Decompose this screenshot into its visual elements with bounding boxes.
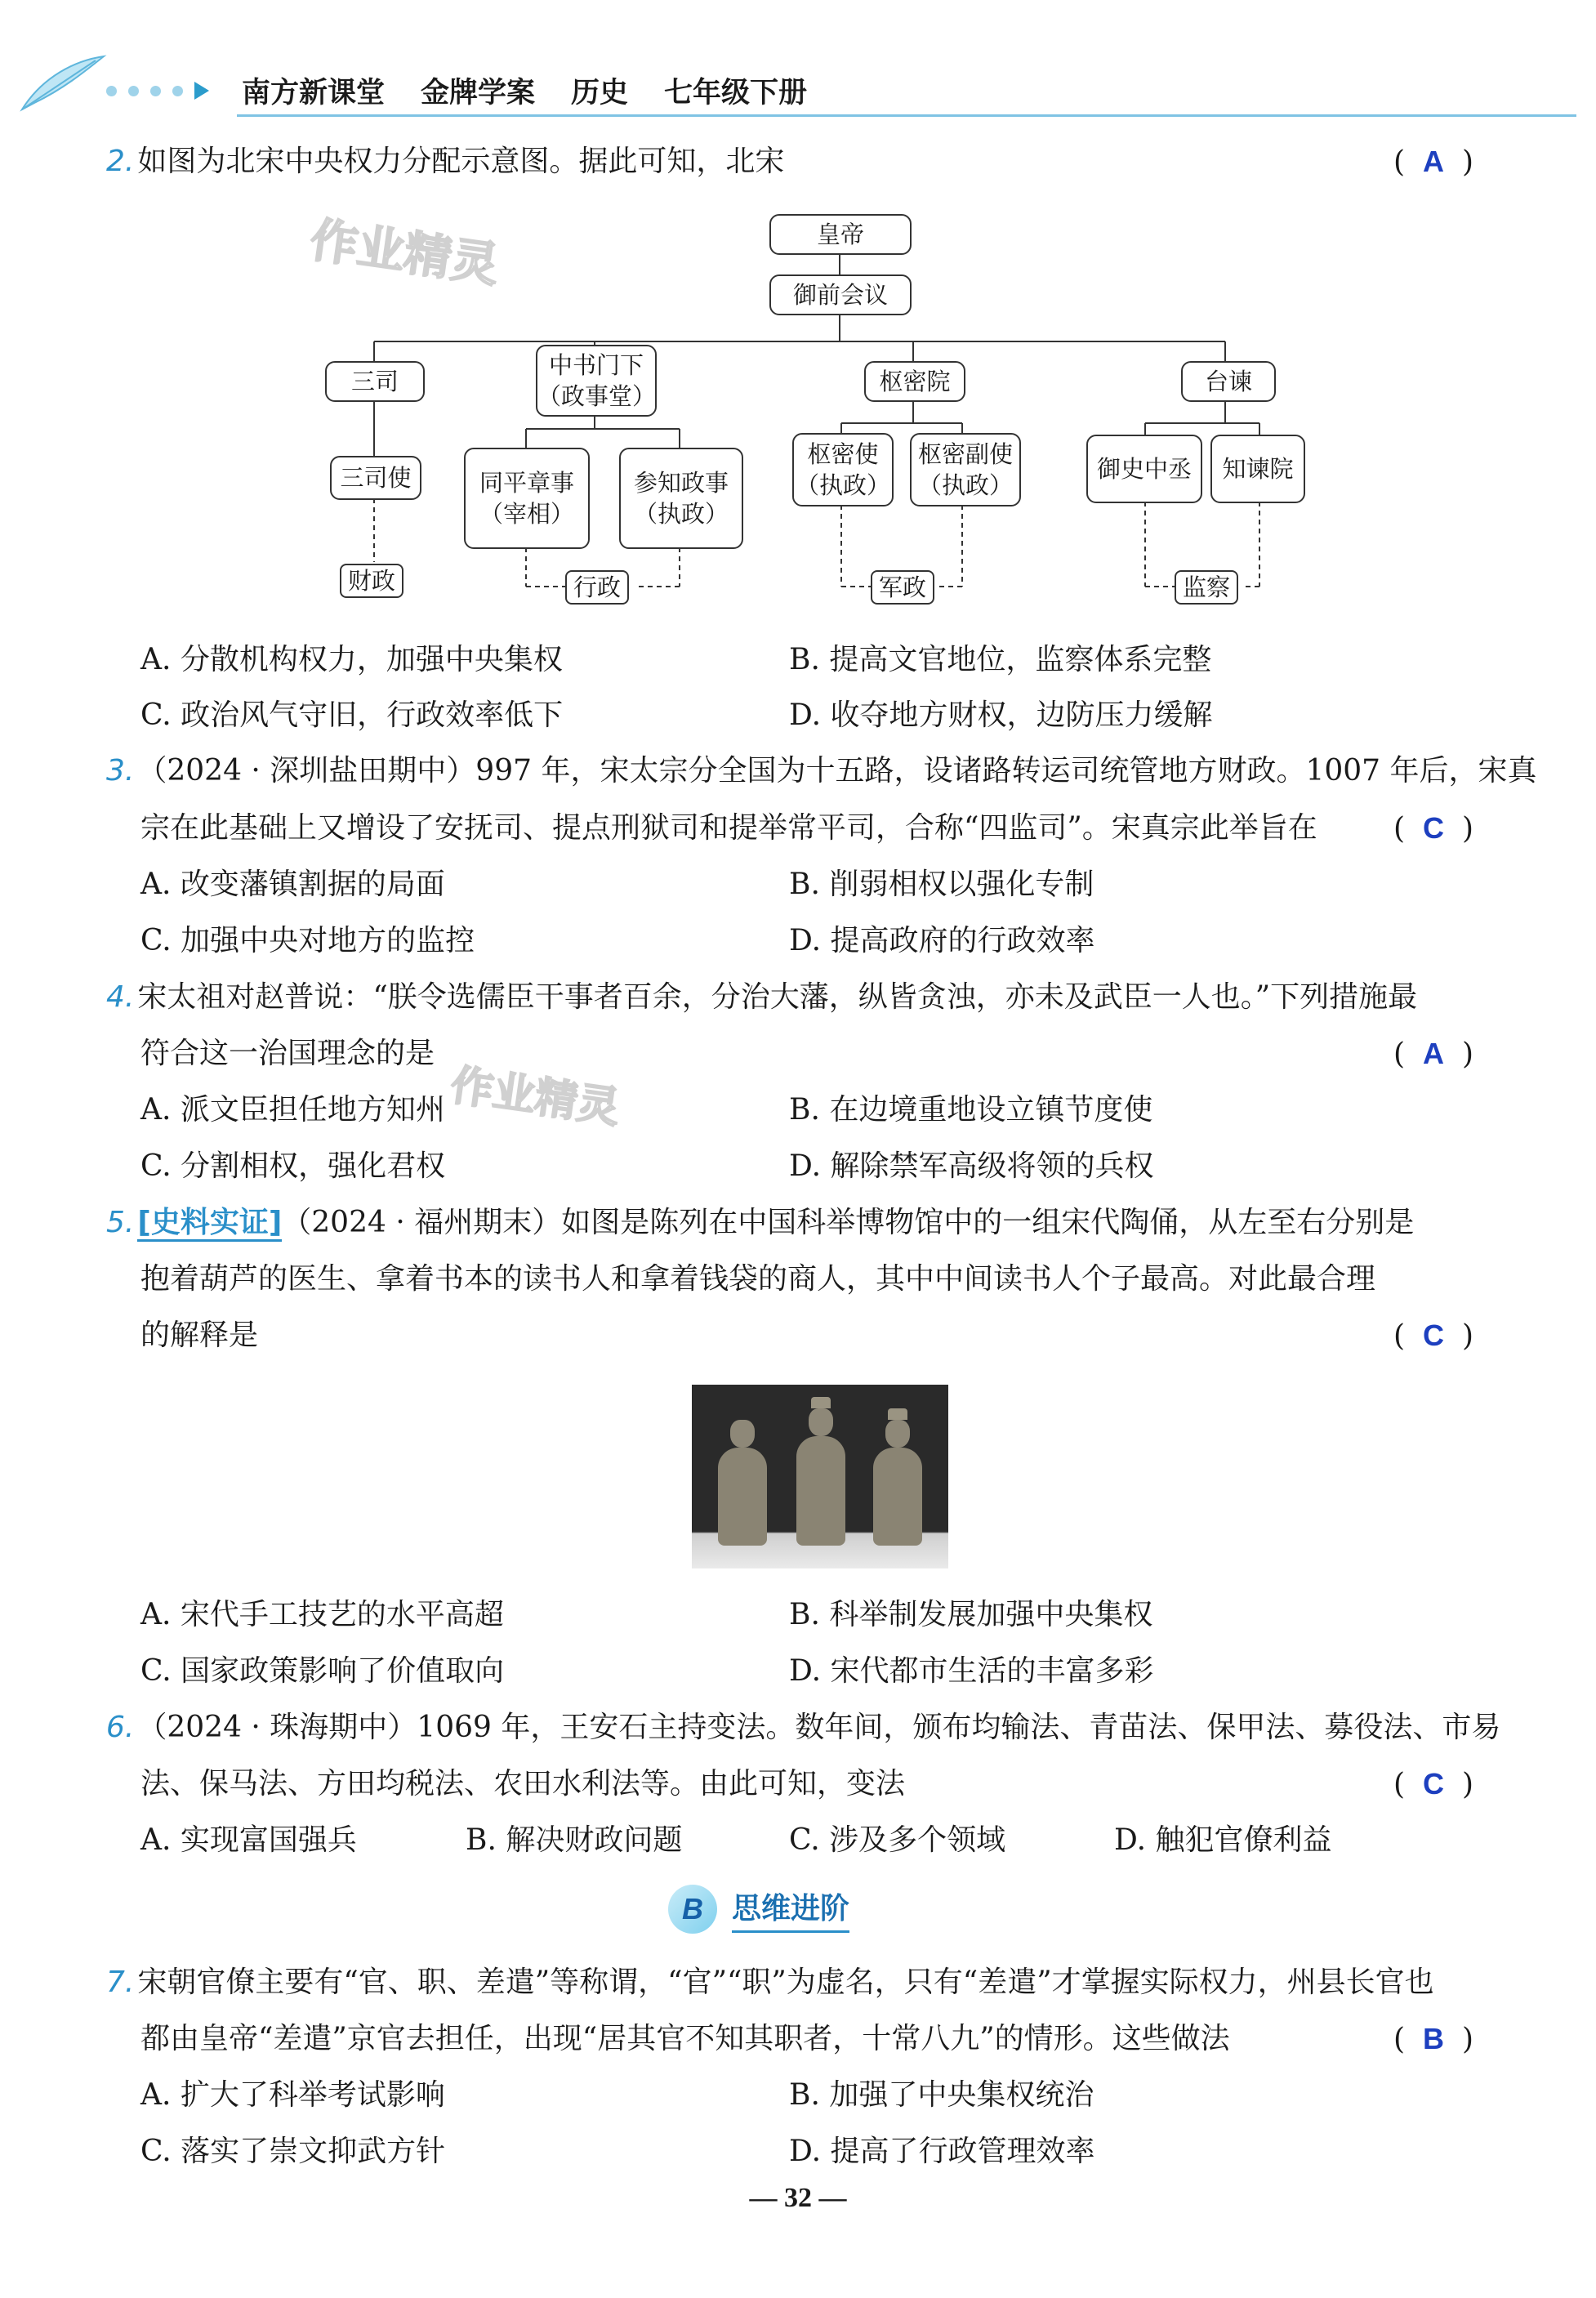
q5-tag: [史料实证] [137, 1206, 282, 1242]
node-taijian: 台谏 [1181, 361, 1276, 402]
q4-option-c: C. 分割相权，强化君权 [140, 1149, 446, 1183]
tag-military: 军政 [871, 570, 934, 605]
figurine-doctor [718, 1420, 767, 1546]
page-header [0, 0, 1596, 123]
node-zhongshu: 中书门下 （政事堂） [536, 345, 657, 417]
node-yushi: 御史中丞 [1086, 435, 1202, 503]
section-b-heading [668, 1883, 849, 1935]
section-b-icon: B [668, 1885, 717, 1934]
q6-option-a: A. 实现富国强兵 [140, 1823, 357, 1857]
node-shumifu: 枢密副使 （执政） [910, 433, 1021, 506]
q5-line2: 抱着葫芦的医生、拿着书本的读书人和拿着钱袋的商人，其中中间读书人个子最高。对此最合理 [140, 1262, 1376, 1296]
q3-option-d: D. 提高政府的行政效率 [789, 924, 1095, 957]
pottery-figurines-photo [692, 1385, 948, 1568]
tag-finance: 财政 [340, 564, 403, 598]
q5-number: 5. [106, 1206, 135, 1239]
q2-option-d: D. 收夺地方财权，边防压力缓解 [789, 698, 1213, 732]
q6-option-c: C. 涉及多个领域 [789, 1823, 1006, 1857]
node-canzhi: 参知政事 （执政） [619, 448, 743, 549]
grade-name: 七年级下册 [664, 77, 808, 109]
q5-line1: 5. [史料实证]（2024 · 福州期末）如图是陈列在中国科举博物馆中的一组宋代陶俑，从左至右分别是 [106, 1194, 1414, 1252]
page-number: — 32 — [749, 2183, 847, 2213]
figurine-merchant [873, 1408, 922, 1546]
diagram-lines [310, 204, 1348, 613]
q2-number: 2. [106, 145, 135, 178]
q5-line3: 的解释是 [140, 1319, 259, 1352]
q5-option-a: A. 宋代手工技艺的水平高超 [140, 1598, 504, 1631]
q2-option-a: A. 分散机构权力，加强中央集权 [140, 643, 563, 676]
tag-supervision: 监察 [1175, 570, 1238, 605]
q3-option-a: A. 改变藩镇割据的局面 [140, 868, 445, 901]
q6-number: 6. [106, 1711, 135, 1744]
q6-line2: 法、保马法、方田均税法、农田水利法等。由此可知，变法 [140, 1767, 906, 1800]
q2-option-c: C. 政治风气守旧，行政效率低下 [140, 698, 564, 732]
q7-line2: 都由皇帝“差遣”京官去担任，出现“居其官不知其职者，十常八九”的情形。这些做法 [140, 2022, 1230, 2055]
node-zhijian: 知谏院 [1210, 435, 1305, 503]
q6-line1: 6. （2024 · 珠海期中）1069 年，王安石主持变法。数年间，颁布均输法、青苗法、保甲法、募役法、市易 [106, 1711, 1501, 1744]
q3-line2: 宗在此基础上又增设了安抚司、提点刑狱司和提举常平司，合称“四监司”。宋真宗此举旨在 [140, 811, 1317, 845]
node-shumishi: 枢密使 （执政） [792, 433, 894, 506]
subject-name: 历史 [571, 77, 629, 109]
q4-line2: 符合这一治国理念的是 [140, 1037, 435, 1070]
q2-option-b: B. 提高文官地位，监察体系完整 [789, 643, 1212, 676]
q4-option-b: B. 在边境重地设立镇节度使 [789, 1093, 1153, 1127]
header-title [242, 70, 843, 111]
q2-answer: ( A ) [1393, 145, 1474, 179]
q4-option-d: D. 解除禁军高级将领的兵权 [789, 1149, 1154, 1183]
feather-icon [18, 52, 108, 118]
q3-line1: 3. （2024 · 深圳盐田期中）997 年，宋太宗分全国为十五路，设诸路转运司统管地方财政。1007 年后，宋真 [106, 754, 1537, 788]
q7-option-a: A. 扩大了科举考试影响 [140, 2078, 445, 2112]
q7-answer: ( B ) [1393, 2022, 1474, 2056]
node-tongping: 同平章事 （宰相） [464, 448, 590, 549]
node-sansi: 三司 [325, 361, 425, 402]
q6-option-b: B. 解决财政问题 [466, 1823, 683, 1857]
figurine-scholar [796, 1397, 845, 1546]
watermark: 作业精灵 [306, 212, 502, 293]
tag-admin: 行政 [565, 570, 629, 605]
q6-option-d: D. 触犯官僚利益 [1114, 1823, 1332, 1857]
q4-answer: ( A ) [1393, 1037, 1474, 1071]
play-arrow-icon [194, 82, 209, 100]
q7-option-c: C. 落实了崇文抑武方针 [140, 2135, 446, 2168]
q4-option-a: A. 派文臣担任地方知州 [140, 1093, 445, 1127]
node-council: 御前会议 [769, 274, 912, 315]
q5-option-c: C. 国家政策影响了价值取向 [140, 1654, 505, 1688]
q7-option-b: B. 加强了中央集权统治 [789, 2078, 1094, 2112]
q3-option-b: B. 削弱相权以强化专制 [789, 868, 1094, 901]
q4-number: 4. [106, 980, 135, 1014]
node-emperor: 皇帝 [769, 214, 912, 255]
q2-answer-letter: A [1423, 145, 1445, 178]
section-b-title: 思维进阶 [732, 1885, 849, 1933]
q2-stem [106, 133, 784, 190]
q5-option-d: D. 宋代都市生活的丰富多彩 [789, 1654, 1154, 1688]
q3-answer: ( C ) [1393, 811, 1474, 846]
watermark: 作业精灵 [448, 1060, 623, 1134]
power-diagram [310, 204, 1348, 613]
q7-line1: 7. 宋朝官僚主要有“官、职、差遣”等称谓，“官”“职”为虚名，只有“差遣”才掌握实际权力，州县长官也 [106, 1966, 1434, 1999]
q6-answer: ( C ) [1393, 1767, 1474, 1801]
q5-answer: ( C ) [1393, 1319, 1474, 1353]
q2-text: 如图为北宋中央权力分配示意图。据此可知，北宋 [137, 145, 785, 178]
header-rule [237, 114, 1576, 117]
q3-number: 3. [106, 754, 135, 788]
node-shumi: 枢密院 [864, 361, 965, 402]
node-sansi-shi: 三司使 [330, 456, 421, 500]
q4-line1: 4. 宋太祖对赵普说：“朕令选儒臣干事者百余，分治大藩，纵皆贪浊，亦未及武臣一人也。”下列措施最 [106, 980, 1418, 1014]
q7-option-d: D. 提高了行政管理效率 [789, 2135, 1095, 2168]
series-name: 南方新课堂 [242, 77, 386, 109]
q7-number: 7. [106, 1966, 135, 1999]
q5-option-b: B. 科举制发展加强中央集权 [789, 1598, 1153, 1631]
brand-name: 金牌学案 [421, 77, 536, 109]
header-dots [106, 82, 209, 100]
q3-option-c: C. 加强中央对地方的监控 [140, 924, 475, 957]
